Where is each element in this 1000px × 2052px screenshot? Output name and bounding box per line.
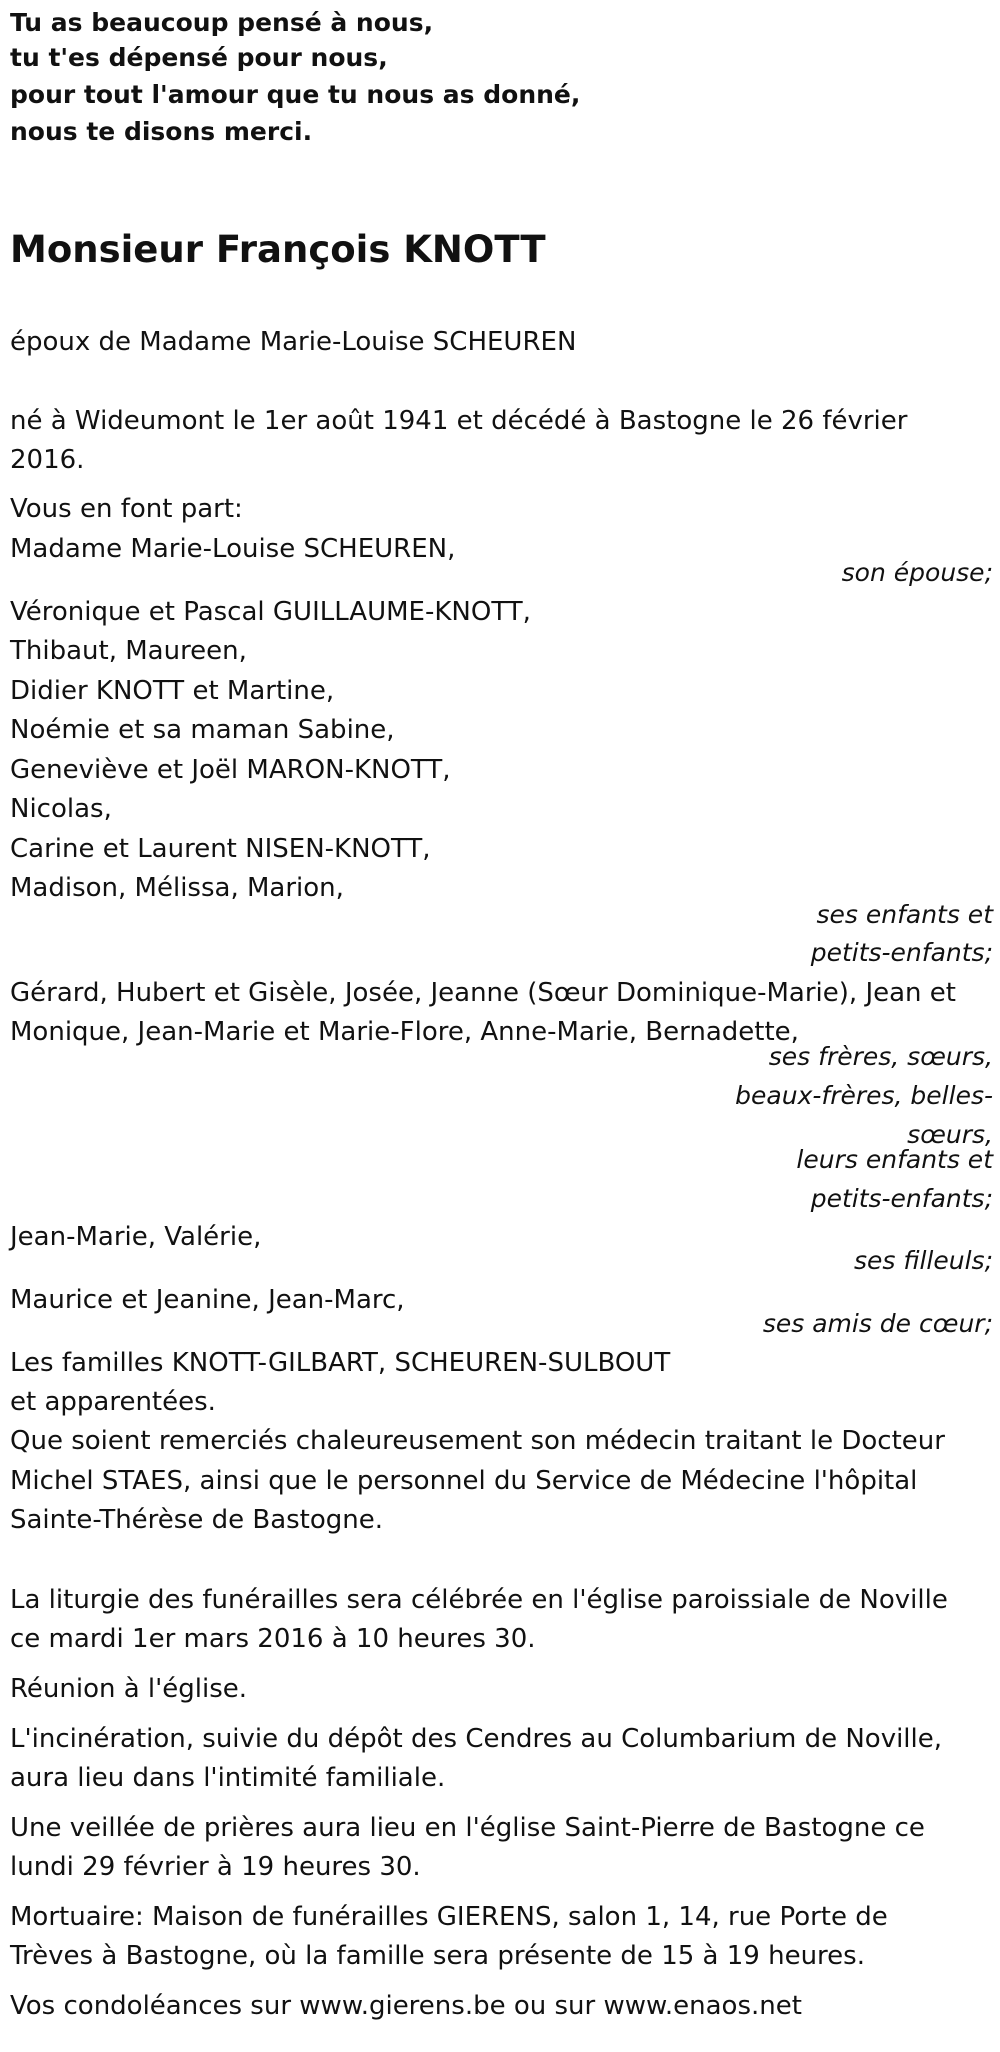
condolences-line: Vos condoléances sur www.gierens.be ou sur www.enaos.net [10,1991,802,2021]
family-role: ses frères, sœurs, [768,1042,993,1071]
family-role: sœurs, [907,1120,993,1149]
family-name-line: Maurice et Jeanine, Jean-Marc, [10,1285,405,1315]
family-name-line: Jean-Marie, Valérie, [10,1222,262,1252]
family-role: beaux-frères, belles- [735,1081,993,1110]
thanks-line: Michel STAES, ainsi que le personnel du Service de Médecine l'hôpital [10,1466,918,1496]
family-name-line: Noémie et sa maman Sabine, [10,715,395,745]
family-name-line: Geneviève et Joël MARON-KNOTT, [10,755,451,785]
thanks-line: Sainte-Thérèse de Bastogne. [10,1505,384,1535]
thanks-line: Que soient remerciés chaleureusement son médecin traitant le Docteur [10,1426,945,1456]
family-role: petits-enfants; [810,938,993,967]
vigil-line: Une veillée de prières aura lieu en l'église Saint-Pierre de Bastogne ce [10,1813,925,1843]
family-name-line: Thibaut, Maureen, [10,636,247,666]
poem-line: nous te disons merci. [10,117,313,146]
cremation-line: aura lieu dans l'intimité familiale. [10,1763,446,1793]
announcement-intro: Vous en font part: [10,494,243,524]
family-role: petits-enfants; [810,1184,993,1213]
family-name-line: Didier KNOTT et Martine, [10,676,335,706]
family-role: leurs enfants et [796,1145,993,1174]
family-name-line: Monique, Jean-Marie et Marie-Flore, Anne-Marie, Bernadette, [10,1017,799,1047]
family-role: ses enfants et [816,900,993,929]
family-role: ses filleuls; [853,1246,993,1275]
family-name-line: Madison, Mélissa, Marion, [10,873,344,903]
family-name-line: Véronique et Pascal GUILLAUME-KNOTT, [10,597,531,627]
poem-line: Tu as beaucoup pensé à nous, [10,8,434,37]
poem-line: pour tout l'amour que tu nous as donné, [10,80,581,109]
families-line: et apparentées. [10,1387,216,1417]
family-name-line: Nicolas, [10,794,112,824]
cremation-line: L'incinération, suivie du dépôt des Cendres au Columbarium de Noville, [10,1724,943,1754]
spouse-line: époux de Madame Marie-Louise SCHEUREN [10,327,577,357]
family-name-line: Gérard, Hubert et Gisèle, Josée, Jeanne (Sœur Dominique-Marie), Jean et [10,978,956,1008]
families-line: Les familles KNOTT-GILBART, SCHEUREN-SULBOUT [10,1348,671,1378]
birth-death-line: né à Wideumont le 1er août 1941 et décédé à Bastogne le 26 février [10,406,908,436]
mortuary-line: Mortuaire: Maison de funérailles GIERENS, salon 1, 14, rue Porte de [10,1902,888,1932]
family-name-line: Carine et Laurent NISEN-KNOTT, [10,834,431,864]
family-name-line: Madame Marie-Louise SCHEUREN, [10,534,456,564]
poem-line: tu t'es dépensé pour nous, [10,43,388,72]
liturgy-line: ce mardi 1er mars 2016 à 10 heures 30. [10,1624,536,1654]
family-role: son épouse; [841,558,993,587]
birth-death-line: 2016. [10,445,85,475]
liturgy-line: La liturgie des funérailles sera célébrée en l'église paroissiale de Noville [10,1585,948,1615]
reunion-line: Réunion à l'église. [10,1674,248,1704]
deceased-name: Monsieur François KNOTT [10,228,546,271]
vigil-line: lundi 29 février à 19 heures 30. [10,1852,421,1882]
family-role: ses amis de cœur; [762,1309,993,1338]
mortuary-line: Trèves à Bastogne, où la famille sera présente de 15 à 19 heures. [10,1941,865,1971]
